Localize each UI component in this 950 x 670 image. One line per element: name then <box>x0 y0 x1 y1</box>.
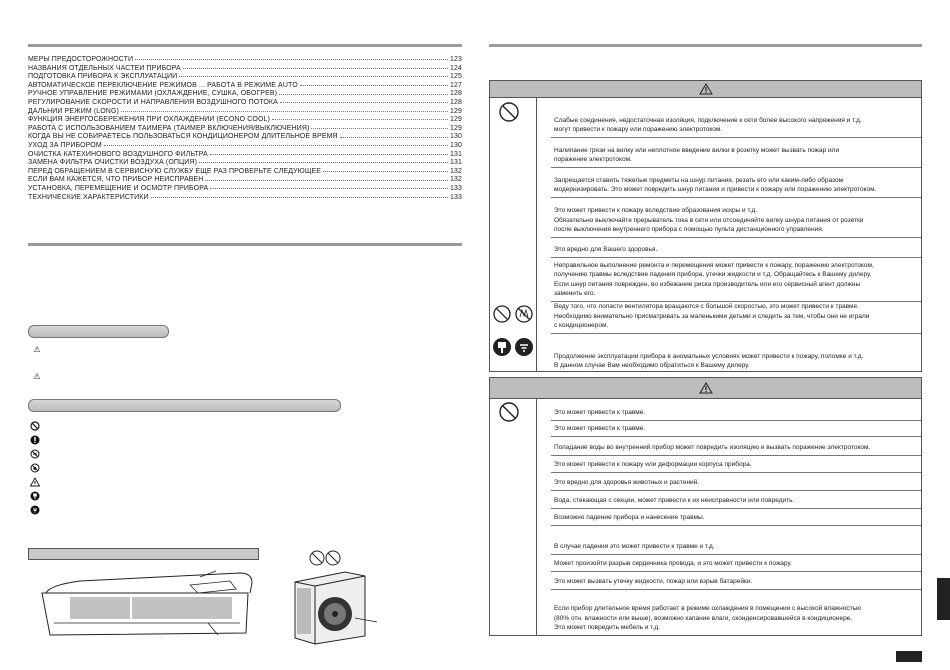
toc-page-number: 133 <box>450 193 462 201</box>
toc-title: РЕГУЛИРОВАНИЕ СКОРОСТИ И НАПРАВЛЕНИЯ ВОЗДУШНОГО ПОТОКА <box>28 98 278 106</box>
toc-entry[interactable] <box>28 125 462 134</box>
toc-title: РУЧНОЕ УПРАВЛЕНИЕ РЕЖИМАМИ (ОХЛАЖДЕНИЕ, СУШКА, ОБОГРЕВ) <box>28 90 278 98</box>
toc-leader <box>323 170 448 172</box>
toc-page-number: 128 <box>450 98 462 106</box>
page-number-block <box>896 651 922 662</box>
toc-entry[interactable] <box>28 168 462 177</box>
parts-heading-bar <box>28 548 259 560</box>
caution-row-text <box>554 604 917 632</box>
row-line: Возможно падение прибора и нанесение травмы. <box>554 513 705 521</box>
unplug-icon <box>492 337 512 357</box>
toc-leader <box>104 144 448 146</box>
toc-page-number: 131 <box>450 150 462 158</box>
row-separator <box>551 472 921 473</box>
row-line: Продолжение эксплуатации прибора в аномальных условиях может привести к пожару, поломке и т.д. <box>554 352 864 360</box>
row-separator <box>551 257 921 258</box>
row-line: Это может привести к пожару или деформации корпуса прибора. <box>554 460 752 468</box>
row-line: Обязательно выключайте прерыватель тока в сети или отсоединяйте вилку шнура питания от розетки <box>554 216 864 224</box>
caution-row-text <box>554 577 917 586</box>
toc-entry[interactable] <box>28 133 462 142</box>
row-line: модернизировать. Это может повредить шнур питания и привести к пожару или поражению электротоком. <box>554 185 877 193</box>
toc-title: ПЕРЕД ОБРАЩЕНИЕМ В СЕРВИСНУЮ СЛУЖБУ ЕЩЕ РАЗ ПРОВЕРЬТЕ СЛЕДУЮЩЕЕ <box>28 167 322 175</box>
unplug-icon <box>30 491 40 501</box>
toc-leader <box>179 75 448 77</box>
row-separator <box>551 137 921 138</box>
symbols-heading-pill <box>28 399 341 412</box>
row-line: Если прибор длительное время работает в режиме охлаждения в помещении с высокой влажностью <box>554 605 861 613</box>
toc-leader <box>199 161 448 163</box>
outdoor-unit-illustration <box>285 548 380 648</box>
prohibited-icon <box>492 304 512 324</box>
toc-entry[interactable] <box>28 142 462 151</box>
warning-header <box>490 81 921 98</box>
toc-page-number: 124 <box>450 64 462 72</box>
ground-icon <box>514 337 534 357</box>
toc-page-number: 125 <box>450 73 462 81</box>
row-line: Слабые соединения, недостаточная изоляция, подключение к сети более высокого напряжения и т.д. <box>554 116 862 124</box>
prohibited-icon <box>30 421 40 431</box>
no-fingers-icon <box>514 304 534 324</box>
warning-row-text <box>554 206 917 234</box>
row-line: Необходимо внимательно присматривать за маленькими детьми и следить за тем, чтобы они не играли <box>554 312 870 320</box>
row-line: Веду того, что лопасти вентилятора вращаются с большой скоростью, это может привести к травме. <box>554 303 859 311</box>
section-rule-left <box>28 243 462 246</box>
row-separator <box>551 455 921 456</box>
row-separator <box>551 508 921 509</box>
legend-symbol-2: ⚠ <box>33 372 41 381</box>
toc-entry[interactable] <box>28 176 462 185</box>
row-line: Это может привести к травме. <box>554 424 646 432</box>
toc-title: ДАЛЬНИЙ РЕЖИМ (LONG) <box>28 107 119 115</box>
toc-page-number: 129 <box>450 124 462 132</box>
toc-title: ЗАМЕНА ФИЛЬТРА ОЧИСТКИ ВОЗДУХА (ОПЦИЯ) <box>28 159 197 167</box>
row-separator <box>551 333 921 334</box>
row-separator <box>551 167 921 168</box>
warning-row-text <box>554 261 917 298</box>
toc-entry[interactable] <box>28 108 462 117</box>
row-line: (80% отн. влажности или выше), возможно капание влаги, сконденсировавшейся в кондиционере. <box>554 614 853 622</box>
toc-entry[interactable] <box>28 65 462 74</box>
row-line: Попадание воды во внутренний прибор может повредить изоляцию и вызвать поражение электротоком. <box>554 443 871 451</box>
toc-leader <box>300 84 448 86</box>
row-line: В случае падения это может привести к травме и т.д. <box>554 542 715 550</box>
toc-entry[interactable] <box>28 116 462 125</box>
warning-row-text <box>554 302 917 330</box>
toc-leader <box>210 153 448 155</box>
row-line: Это может привести к пожару вследствие образования искры и т.д. <box>554 207 758 215</box>
toc-title: МЕРЫ ПРЕДОСТОРОЖНОСТИ <box>28 56 134 63</box>
toc-title: УХОД ЗА ПРИБОРОМ <box>28 141 102 149</box>
toc-title: НАЗВАНИЯ ОТДЕЛЬНЫХ ЧАСТЕЙ ПРИБОРА <box>28 64 181 72</box>
toc-leader <box>311 127 448 129</box>
row-separator <box>551 490 921 491</box>
top-rule-right <box>489 44 922 47</box>
warning-triangle-icon <box>699 382 713 394</box>
warning-row-text <box>554 116 917 134</box>
toc-page-number: 128 <box>450 90 462 98</box>
toc-title: ОЧИСТКА КАТЕХИНОВОГО ВОЗДУШНОГО ФИЛЬТРА <box>28 150 208 158</box>
toc-leader <box>151 196 448 198</box>
legend-symbol-1: ⚠ <box>33 345 41 354</box>
row-line: Это может вызвать утечку жидкости, пожар или взрыв батарейки. <box>554 577 753 585</box>
toc-leader <box>183 67 448 69</box>
row-separator <box>551 436 921 437</box>
row-line: Налипание грязи на вилку или неплотное введение вилки в розетку может вызвать пожар или <box>554 146 840 154</box>
caution-row-text <box>554 478 917 487</box>
toc-entry[interactable] <box>28 194 462 203</box>
toc-entry[interactable] <box>28 151 462 160</box>
toc-leader <box>210 187 448 189</box>
toc-title: РАБОТА С ИСПОЛЬЗОВАНИЕМ ТАЙМЕРА (ТАЙМЕР ВКЛЮЧЕНИЯ/ВЫКЛЮЧЕНИЯ) <box>28 124 310 132</box>
prohibited-icon <box>498 401 520 423</box>
row-separator <box>551 554 921 555</box>
toc-page-number: 132 <box>450 176 462 184</box>
toc-title: УСТАНОВКА, ПЕРЕМЕЩЕНИЕ И ОСМОТР ПРИБОРА <box>28 184 209 192</box>
toc-entry[interactable] <box>28 82 462 91</box>
caution-row-text <box>554 408 917 417</box>
row-line: после выключения внутреннего прибора с помощью пульта дистанционного управления. <box>554 225 824 233</box>
caution-table <box>489 377 922 636</box>
no-water-icon <box>30 463 40 473</box>
row-line: Неправильное выполнение ремонта и перемещения может привести к пожару, поражению электротоком, <box>554 262 874 270</box>
language-edge-tab <box>937 578 950 620</box>
caution-row-text <box>554 559 917 568</box>
warning-row-text <box>554 245 917 254</box>
row-separator <box>551 237 921 238</box>
row-line: Это может повредить мебель и т.д. <box>554 623 660 631</box>
warning-row-text <box>554 352 917 370</box>
ground-icon <box>30 505 40 515</box>
toc-leader <box>135 58 448 60</box>
toc-title: АВТОМАТИЧЕСКОЕ ПЕРЕКЛЮЧЕНИЕ РЕЖИМОВ ... РАБОТА В РЕЖИМЕ AUTO <box>28 81 298 89</box>
toc-title: ПОДГОТОВКА ПРИБОРА К ЭКСПЛУАТАЦИИ <box>28 73 178 81</box>
toc-page-number: 123 <box>450 56 462 63</box>
warning-row-text <box>554 176 917 194</box>
toc-leader <box>280 101 448 103</box>
caution-header <box>490 378 921 399</box>
caution-icon <box>30 477 40 487</box>
no-wet-hands-icon <box>30 449 40 459</box>
row-line: Вода, стекающая с секции, может привести к их неисправности или повредить. <box>554 496 795 504</box>
row-line: могут привести к пожару или поражению электротоком. <box>554 125 723 133</box>
row-line: Это вредно для здоровья животных и растений. <box>554 478 700 486</box>
toc-leader <box>205 179 448 181</box>
caution-row-text <box>554 542 917 551</box>
row-line: Это вредно для Вашего здоровья. <box>554 245 658 253</box>
toc-entry[interactable] <box>28 99 462 108</box>
top-rule-left <box>28 44 462 47</box>
prohibited-icon <box>498 101 520 123</box>
row-line: Может произойти разрыв сердечника провода, и это может привести к пожару. <box>554 559 792 567</box>
caution-col-divider <box>536 398 537 635</box>
toc-entry[interactable] <box>28 56 462 65</box>
toc-title: ТЕХНИЧЕСКИЕ ХАРАКТЕРИСТИКИ <box>28 193 149 201</box>
toc-title: ФУНКЦИЯ ЭНЕРГОСБЕРЕЖЕНИЯ ПРИ ОХЛАЖДЕНИИ (ECONO COOL) <box>28 116 270 124</box>
row-line: с кондиционером. <box>554 321 609 329</box>
mandatory-icon <box>30 435 40 445</box>
indoor-unit-illustration <box>40 563 255 648</box>
caution-row-text <box>554 513 917 522</box>
caution-row-text <box>554 424 917 433</box>
toc-entry[interactable] <box>28 73 462 82</box>
caution-row-text <box>554 496 917 505</box>
table-of-contents <box>28 56 462 202</box>
toc-leader <box>340 136 448 138</box>
row-line: заменить его. <box>554 289 596 297</box>
toc-page-number: 127 <box>450 81 462 89</box>
row-line: получению травмы вследствие падения прибора, утечки жидкости и т.д. Обращайтесь к Вашему дилеру. <box>554 271 872 279</box>
toc-title: КОГДА ВЫ НЕ СОБИРАЕТЕСЬ ПОЛЬЗОВАТЬСЯ КОНДИЦИОНЕРОМ ДЛИТЕЛЬНОЕ ВРЕМЯ <box>28 133 338 141</box>
toc-leader <box>272 118 448 120</box>
row-line: Если шнур питания поврежден, во избежание риска производитель или его сервисный агент должны <box>554 280 861 288</box>
toc-entry[interactable] <box>28 185 462 194</box>
warning-row-text <box>554 146 917 164</box>
row-separator <box>551 571 921 572</box>
toc-page-number: 129 <box>450 107 462 115</box>
toc-page-number: 130 <box>450 133 462 141</box>
row-line: Это может привести к травме. <box>554 408 646 416</box>
row-separator <box>551 197 921 198</box>
caution-row-text <box>554 443 917 452</box>
warning-col-divider <box>536 97 537 371</box>
toc-title: ЕСЛИ ВАМ КАЖЕТСЯ, ЧТО ПРИБОР НЕИСПРАВЕН <box>28 176 204 184</box>
toc-page-number: 132 <box>450 167 462 175</box>
warning-table <box>489 80 922 372</box>
toc-entry[interactable] <box>28 90 462 99</box>
toc-page-number: 130 <box>450 141 462 149</box>
toc-leader <box>121 110 448 112</box>
caution-row-text <box>554 460 917 469</box>
section-heading-pill <box>28 325 169 338</box>
warning-triangle-icon <box>699 83 713 95</box>
toc-page-number: 133 <box>450 184 462 192</box>
toc-entry[interactable] <box>28 159 462 168</box>
row-separator <box>551 589 921 590</box>
row-line: Запрещается ставить тяжелые предметы на шнур питания, резать его или каким-либо образом <box>554 176 844 184</box>
row-line: поражение электротоком. <box>554 155 632 163</box>
toc-leader <box>279 93 448 95</box>
row-separator <box>551 420 921 421</box>
row-line: В данном случае Вам необходимо обратиться к Вашему дилеру. <box>554 361 750 369</box>
toc-page-number: 131 <box>450 159 462 167</box>
row-separator <box>551 525 921 526</box>
toc-page-number: 129 <box>450 116 462 124</box>
